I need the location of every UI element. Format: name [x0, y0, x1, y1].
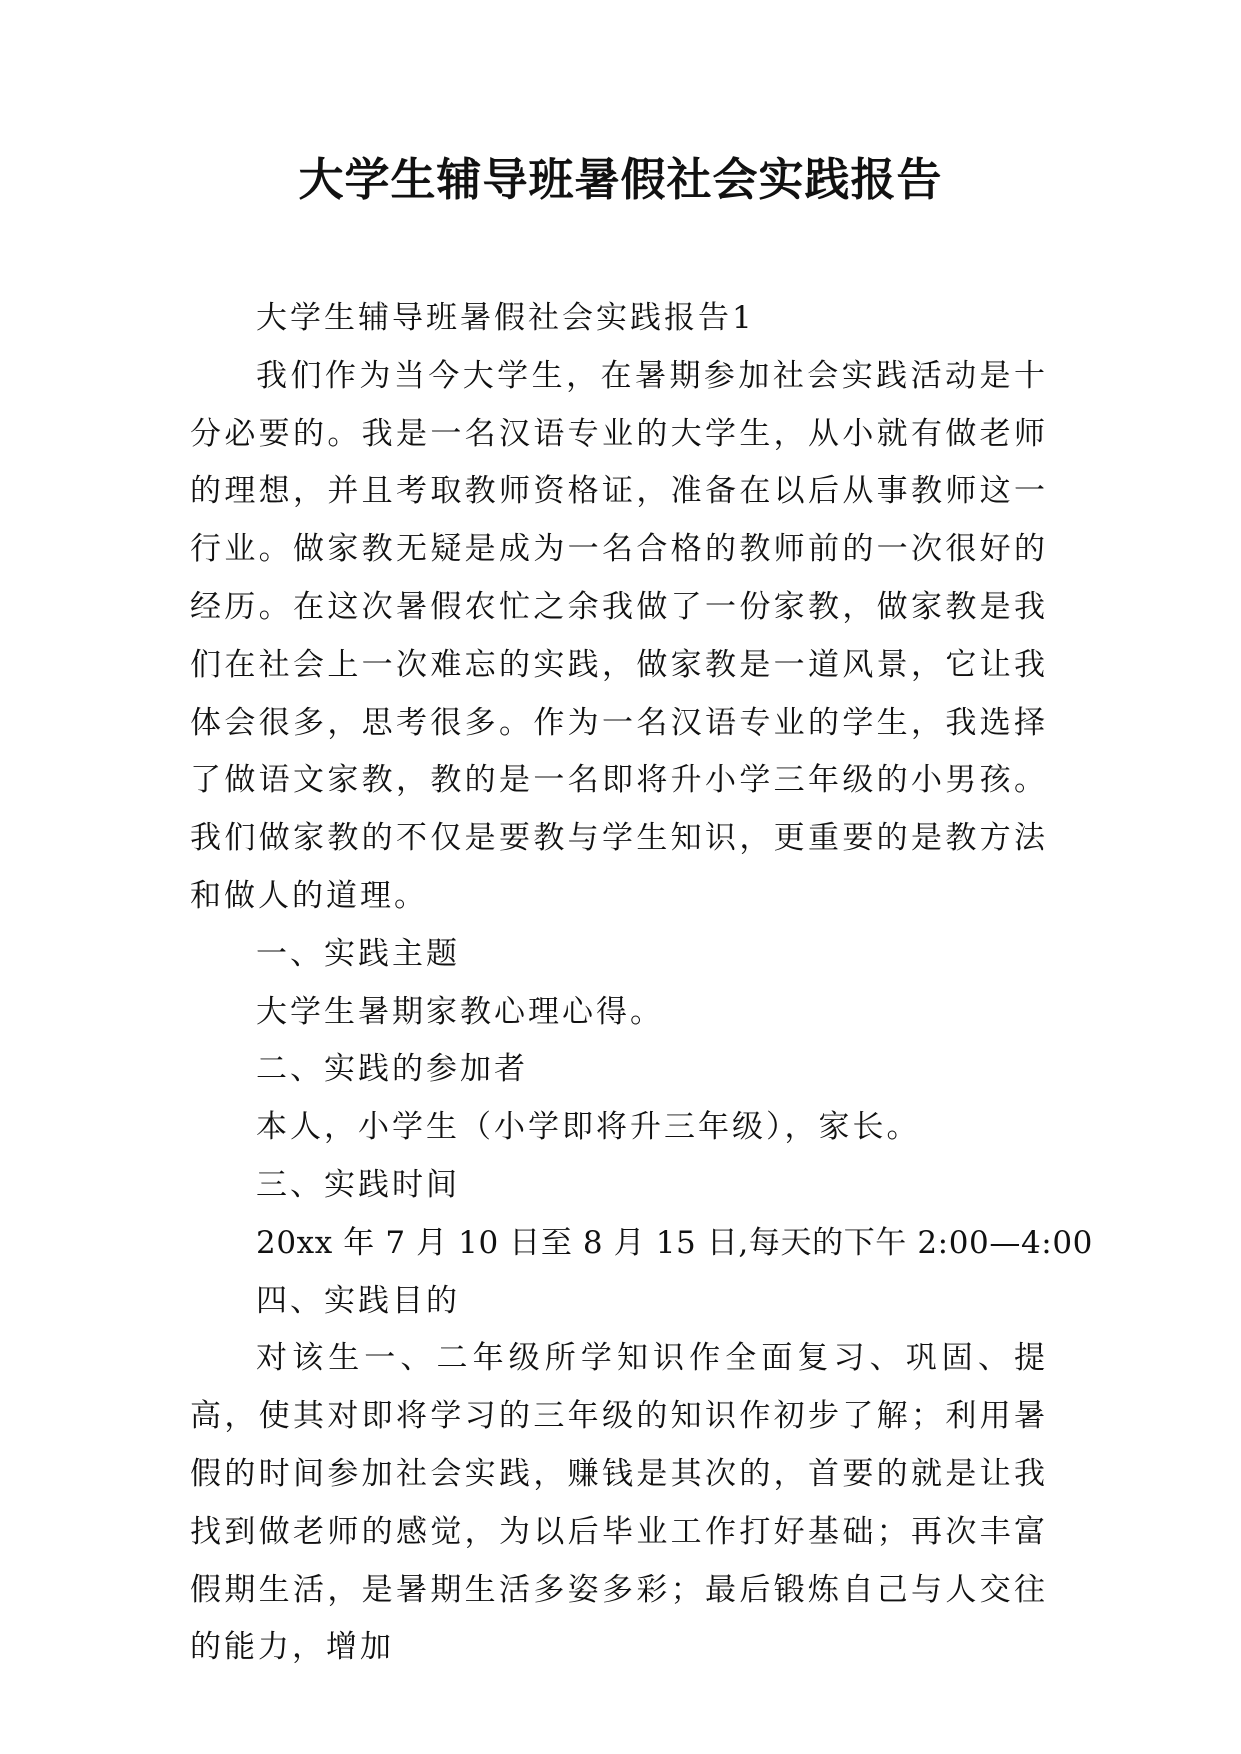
- purpose-paragraph: 对该生一、二年级所学知识作全面复习、巩固、提高，使其对即将学习的三年级的知识作初步了解；利用暑假的时间参加社会实践，赚钱是其次的，首要的就是让我找到做老师的感觉，为以后毕业工作打好基础；再次丰富假期生活，是暑期生活多姿多彩；最后锻炼自己与人交往的能力，增加: [190, 1340, 1048, 1666]
- time-heading: 三、实践时间: [256, 1166, 460, 1203]
- section-heading: 大学生辅导班暑假社会实践报告1: [256, 300, 755, 336]
- theme-text: 大学生暑期家教心理心得。: [256, 993, 664, 1030]
- document-body: [190, 290, 1093, 1677]
- document-title: 大学生辅导班暑假社会实践报告: [298, 153, 943, 206]
- intro-paragraph: 我们作为当今大学生，在暑期参加社会实践活动是十分必要的。我是一名汉语专业的大学生，从小就有做老师的理想，并且考取教师资格证，准备在以后从事教师这一行业。做家教无疑是成为一名合格的教师前的一次很好的经历。在这次暑假农忙之余我做了一份家教，做家教是我们在社会上一次难忘的实践，做家教是一道风景，它让我体会很多，思考很多。作为一名汉语专业的学生，我选择了做语文家教，教的是一名即将升小学三年级的小男孩。我们做家教的不仅是要教与学生知识，更重要的是教方法和做人的道理。: [190, 357, 1048, 914]
- participants-heading: 二、实践的参加者: [256, 1051, 528, 1088]
- time-text: 20xx 年 7 月 10 日至 8 月 15 日,每天的下午 2:00—4:00: [256, 1224, 1093, 1261]
- theme-heading: 一、实践主题: [256, 935, 460, 972]
- purpose-heading: 四、实践目的: [256, 1282, 460, 1319]
- participants-text: 本人，小学生（小学即将升三年级），家长。: [256, 1109, 921, 1146]
